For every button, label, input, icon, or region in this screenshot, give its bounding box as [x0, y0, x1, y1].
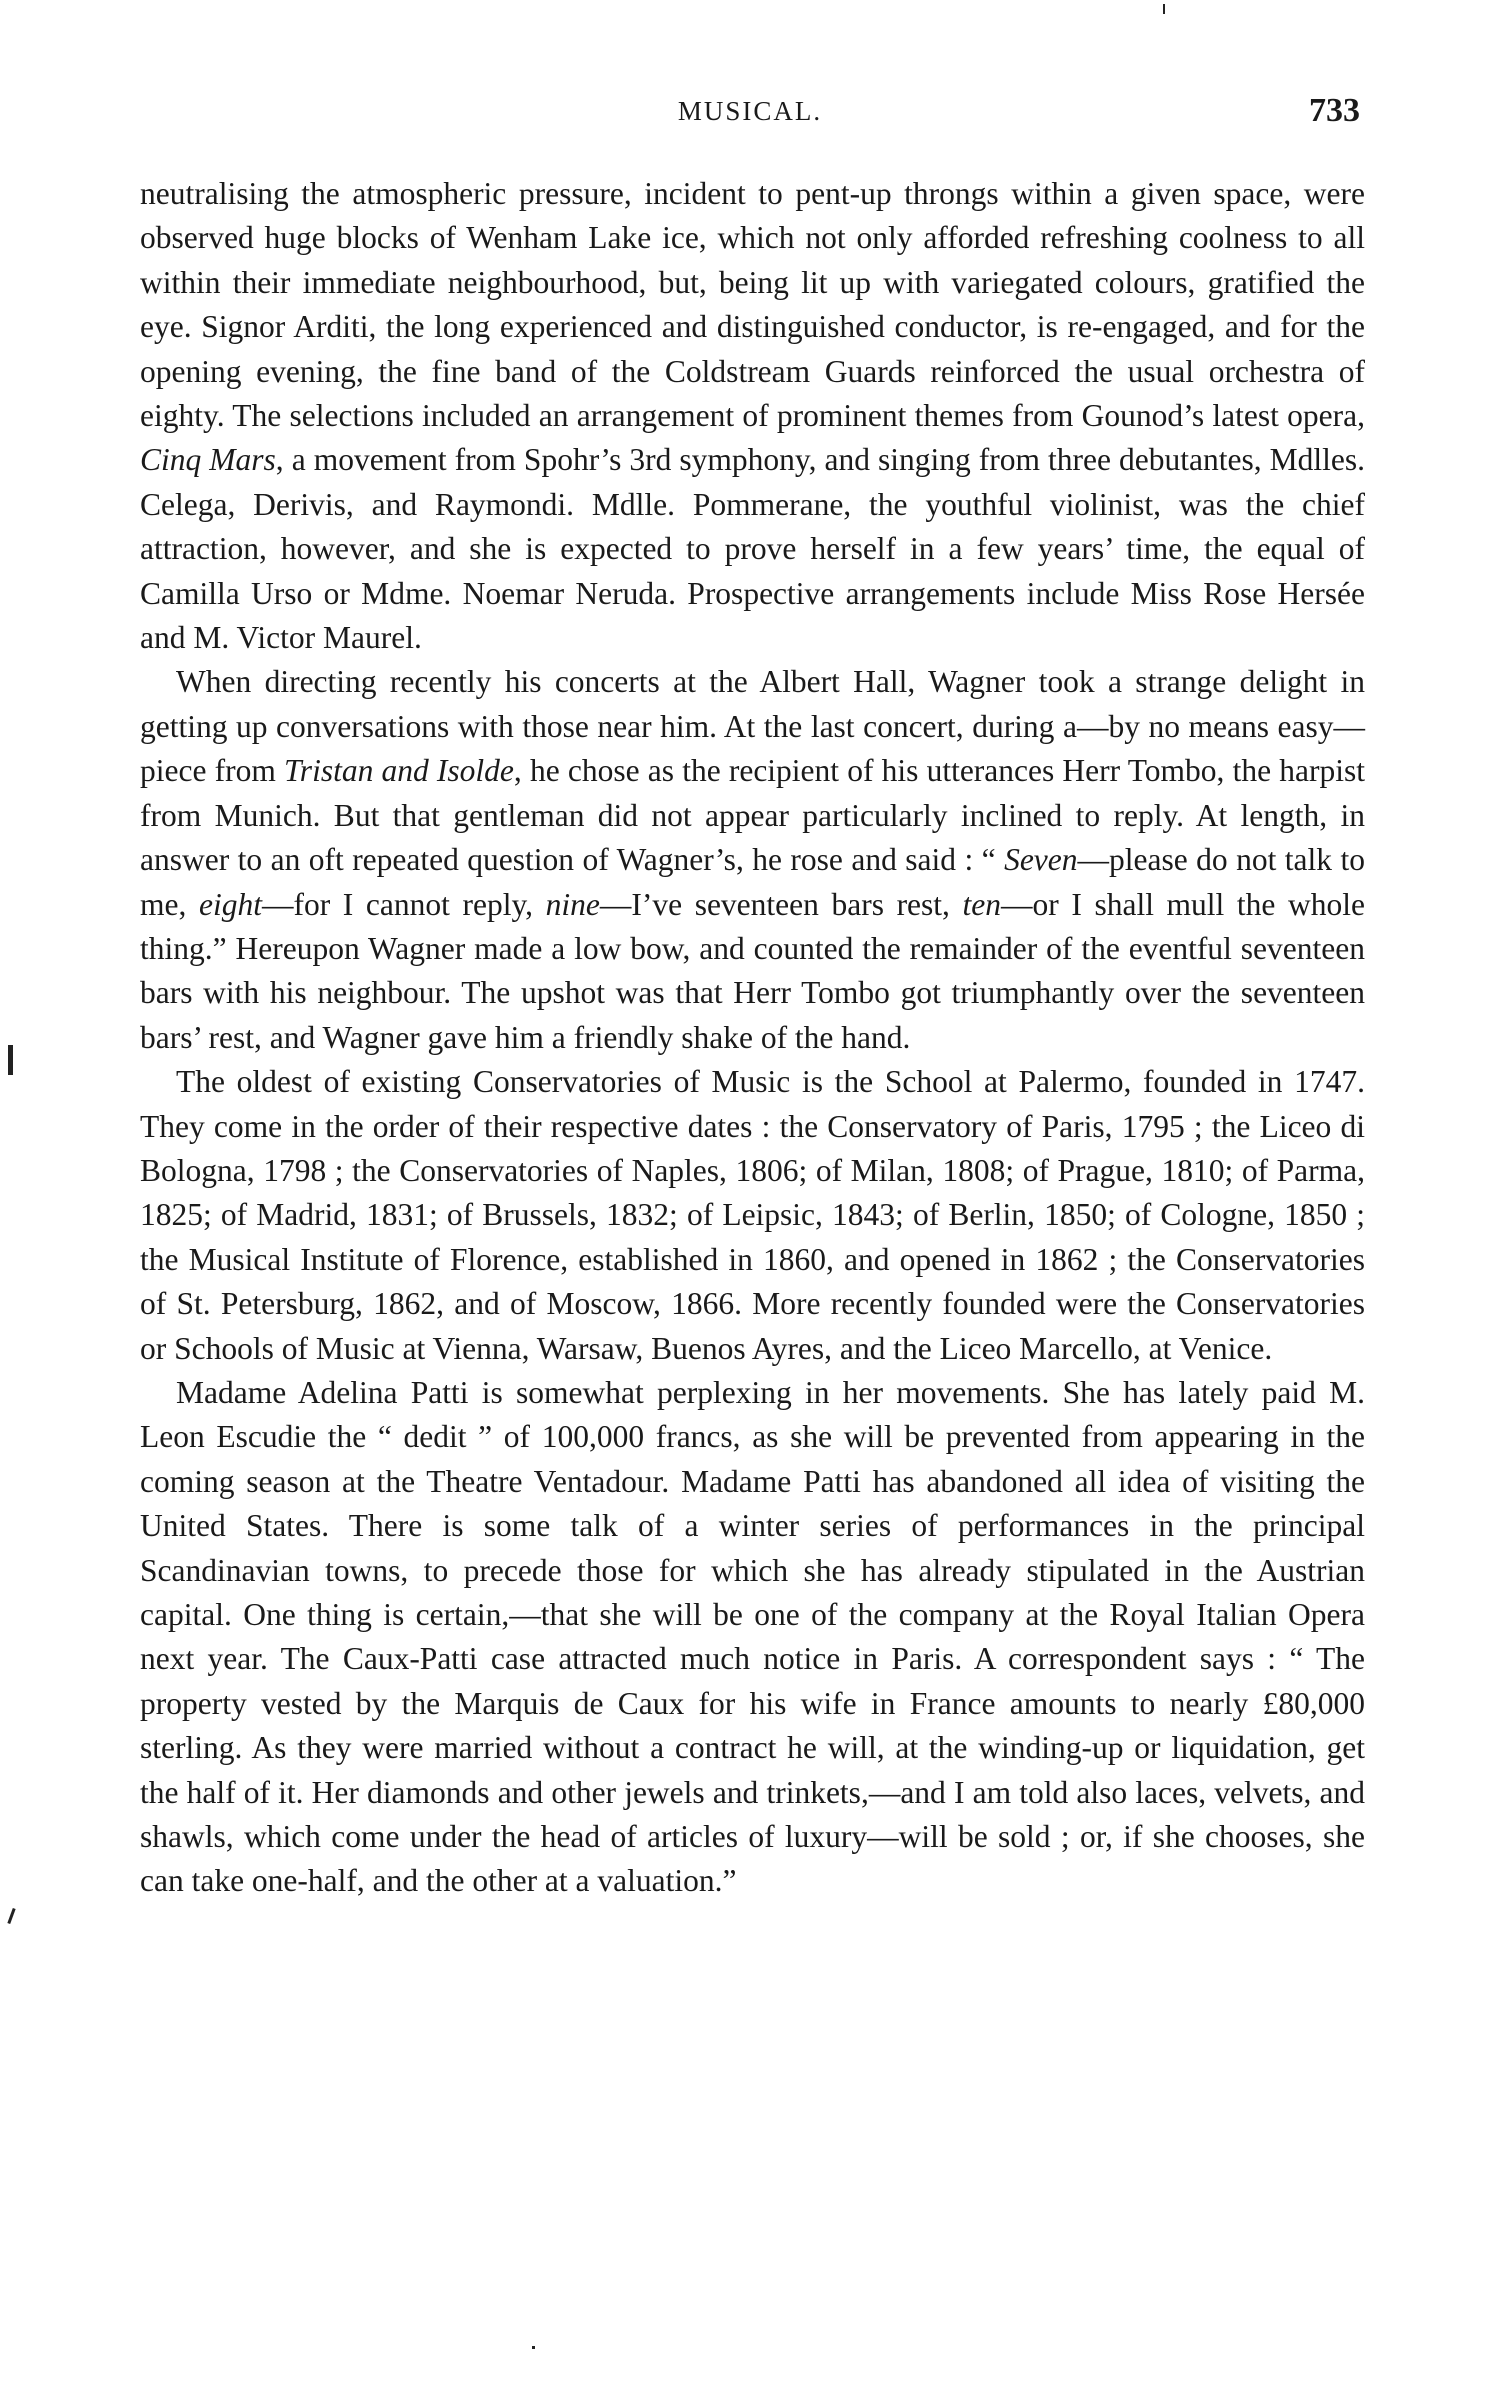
italic-text-run: Seven — [1004, 842, 1078, 878]
paragraph — [140, 1371, 1365, 1904]
italic-text-run: nine — [545, 886, 600, 922]
text-run: Madame Adelina Patti is somewhat perplexing in her movements. She has lately paid M. Leon Escudie the “ dedit ” of 100,000 francs, as she will be prevented from appearing in the coming season at the Theatre Ventadour. Madame Patti has abandoned all idea of visiting the United States. There is some talk of a winter series of performances in the principal Scandinavian towns, to precede those for which she has already stipulated in the Austrian capital. One thing is certain,—that she will be one of the company at the Royal Italian Opera next year. The Caux-Patti case attracted much notice in Paris. A correspondent says : “ The property vested by the Marquis de Caux for his wife in France amounts to nearly £80,000 sterling. As they were married without a contract he will, at the winding-up or liquidation, get the half of it. Her diamonds and other jewels and trinkets,—and I am told also laces, velvets, and shawls, which come under the head of articles of luxury—will be sold ; or, if she chooses, she can take one-half, and the other at a valuation.” — [140, 1374, 1365, 1899]
margin-mark — [8, 1045, 13, 1075]
margin-mark — [532, 2346, 535, 2349]
text-run: —for I cannot reply, — [261, 886, 546, 922]
text-run: —I’ve seventeen bars rest, — [599, 886, 963, 922]
text-run: , a movement from Spohr’s 3rd symphony, and singing from three debutantes, Mdlles. Celega, Derivis, and Raymondi. Mdlle. Pommerane, the youthful violinist, was the chief attraction, however, and she is expected to prove herself in a few years’ time, the equal of Camilla Urso or Mdme. Noemar Neruda. Prospective arrangements include Miss Rose Hersée and M. Victor Maurel. — [140, 442, 1365, 656]
italic-text-run: eight — [198, 886, 262, 922]
italic-text-run: Tristan and Isolde — [284, 753, 514, 789]
running-title: MUSICAL. — [677, 96, 823, 126]
text-run: When directing recently his concerts at the Albert Hall, Wagner took a strange delight in getting up conversations with those near him. At the last concert, during a—by no means easy—piece from — [140, 664, 1365, 789]
text-run: —or I shall mull the whole thing.” Hereupon Wagner made a low bow, and counted the remainder of the eventful seventeen bars with his neighbour. The upshot was that Herr Tombo got triumphantly over the seventeen bars’ rest, and Wagner gave him a friendly shake of the hand. — [140, 886, 1365, 1055]
italic-text-run: ten — [962, 886, 1002, 922]
body-text — [140, 172, 1365, 1904]
paragraph — [140, 1060, 1365, 1371]
italic-text-run: Cinq Mars — [140, 442, 276, 478]
page-number: 733 — [1309, 92, 1360, 129]
paragraph — [140, 172, 1365, 660]
text-run: —please do not talk to me, — [140, 842, 1365, 922]
margin-mark — [7, 1908, 15, 1924]
margin-mark — [1163, 4, 1165, 14]
text-run: neutralising the atmospheric pressure, incident to pent-up throngs within a given space, were observed huge blocks of Wenham Lake ice, which not only afforded refreshing coolness to all within their immediate neighbourhood, but, being lit up with variegated colours, gratified the eye. Signor Arditi, the long experienced and distinguished conductor, is re-engaged, and for the opening evening, the fine band of the Coldstream Guards reinforced the usual orchestra of eighty. The selections included an arrangement of prominent themes from Gounod’s latest opera, — [140, 176, 1365, 434]
text-run: , he chose as the recipient of his utterances Herr Tombo, the harpist from Munich. But that gentleman did not appear particularly inclined to reply. At length, in answer to an oft repeated question of Wagner’s, he rose and said : “ — [140, 753, 1365, 878]
text-run: The oldest of existing Conservatories of Music is the School at Palermo, founded in 1747. They come in the order of their respective dates : the Conservatory of Paris, 1795 ; the Liceo di Bologna, 1798 ; the Conservatories of Naples, 1806; of Milan, 1808; of Prague, 1810; of Parma, 1825; of Madrid, 1831; of Brussels, 1832; of Leipsic, 1843; of Berlin, 1850; of Cologne, 1850 ; the Musical Institute of Florence, established in 1860, and opened in 1862 ; the Conservatories of St. Petersburg, 1862, and of Moscow, 1866. More recently founded were the Conservatories or Schools of Music at Vienna, Warsaw, Buenos Ayres, and the Liceo Marcello, at Venice. — [140, 1064, 1365, 1366]
paragraph — [140, 660, 1365, 1060]
running-head — [140, 92, 1360, 132]
